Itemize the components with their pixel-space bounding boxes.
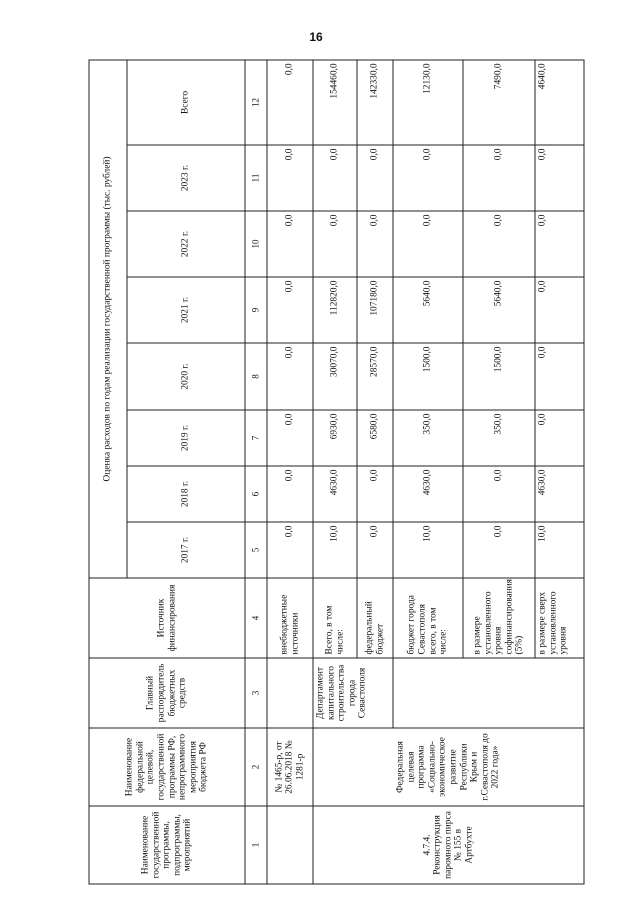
cell-value: 30070,0 <box>313 343 357 410</box>
table-row-total <box>313 59 357 883</box>
cell-value: 0,0 <box>357 466 393 522</box>
cell-value: 0,0 <box>267 343 313 410</box>
cell-source: Всего, в том числе: <box>313 578 357 658</box>
header-col3: Главный распорядитель бюджетных средств <box>89 658 245 728</box>
cell-value: 0,0 <box>463 522 535 578</box>
cell-empty <box>393 658 584 728</box>
header-year: 2017 г. <box>127 522 245 578</box>
cell-value: 350,0 <box>393 410 463 466</box>
cell-value: 0,0 <box>267 59 313 144</box>
cell-value: 6930,0 <box>313 410 357 466</box>
cell-value: 0,0 <box>267 466 313 522</box>
column-number: 12 <box>245 59 267 144</box>
header-year: 2020 г. <box>127 343 245 410</box>
cell-value: 1500,0 <box>463 343 535 410</box>
cell-value: 0,0 <box>463 211 535 277</box>
column-number: 6 <box>245 466 267 522</box>
cell-value: 0,0 <box>267 145 313 211</box>
cell-value: 0,0 <box>357 145 393 211</box>
column-number: 3 <box>245 658 267 728</box>
cell-value: 0,0 <box>463 145 535 211</box>
header-total: Всего <box>127 59 245 144</box>
cell-value: 350,0 <box>463 410 535 466</box>
cell-value: 4630,0 <box>393 466 463 522</box>
cell-value: 4640,0 <box>535 59 584 144</box>
cell-value: 0,0 <box>267 211 313 277</box>
budget-table-rotated <box>88 60 583 884</box>
cell-value: 4630,0 <box>313 466 357 522</box>
cell-value: 0,0 <box>357 522 393 578</box>
cell-source: в размере сверх установленного уровня <box>535 578 584 658</box>
column-number: 11 <box>245 145 267 211</box>
cell-value: 28570,0 <box>357 343 393 410</box>
cell-value: 0,0 <box>535 211 584 277</box>
cell-value: 0,0 <box>535 277 584 343</box>
header-year: 2022 г. <box>127 211 245 277</box>
cell-value: 7490,0 <box>463 59 535 144</box>
cell-value: 154460,0 <box>313 59 357 144</box>
table-row-offbudget <box>267 59 313 883</box>
cell-value: 0,0 <box>313 211 357 277</box>
header-col2: Наименование федеральной целевой, государственной программы РФ, непрограммного мероприятия бюджета РФ <box>89 728 245 806</box>
cell-value: 112820,0 <box>313 277 357 343</box>
cell-source: бюджет города Севастополя всего, в том числе: <box>393 578 463 658</box>
cell-value: 5640,0 <box>463 277 535 343</box>
header-year: 2023 г. <box>127 145 245 211</box>
cell-program-ref: № 1465-р, от 26.06.2018 № 1281-р <box>267 728 313 806</box>
page-number: 16 <box>309 30 323 44</box>
cell-empty <box>267 658 313 728</box>
column-number: 1 <box>245 806 267 884</box>
column-number: 9 <box>245 277 267 343</box>
header-col1: Наименование государственной программы, подпрограммы, мероприятий <box>89 806 245 884</box>
header-year: 2021 г. <box>127 277 245 343</box>
column-number: 8 <box>245 343 267 410</box>
cell-value: 0,0 <box>267 410 313 466</box>
column-number: 4 <box>245 578 267 658</box>
cell-value: 0,0 <box>267 522 313 578</box>
cell-value: 0,0 <box>393 145 463 211</box>
cell-value: 5640,0 <box>393 277 463 343</box>
cell-value: 10,0 <box>393 522 463 578</box>
column-number: 5 <box>245 522 267 578</box>
header-year: 2019 г. <box>127 410 245 466</box>
header-group: Оценка расходов по годам реализации государственной программы (тыс. рублей) <box>89 59 127 577</box>
cell-value: 142330,0 <box>357 59 393 144</box>
header-col4: Источник финансирования <box>89 578 245 658</box>
cell-value: 12130,0 <box>393 59 463 144</box>
cell-value: 0,0 <box>267 277 313 343</box>
cell-value: 0,0 <box>535 343 584 410</box>
cell-source: в размере установленного уровня софинансирования (5%) <box>463 578 535 658</box>
cell-value: 0,0 <box>357 211 393 277</box>
column-number: 10 <box>245 211 267 277</box>
cell-value: 0,0 <box>313 145 357 211</box>
cell-admin: Департамент капитального строительства города Севастополя <box>313 658 393 728</box>
cell-value: 4630,0 <box>535 466 584 522</box>
column-number: 2 <box>245 728 267 806</box>
header-year: 2018 г. <box>127 466 245 522</box>
cell-source: федеральный бюджет <box>357 578 393 658</box>
cell-value: 6580,0 <box>357 410 393 466</box>
budget-table <box>88 59 584 884</box>
cell-value: 107180,0 <box>357 277 393 343</box>
cell-value: 0,0 <box>393 211 463 277</box>
cell-measure-name: 4.7.4. Реконструкция паромного пирса № 155 в Артбухте <box>313 806 584 884</box>
cell-value: 0,0 <box>463 466 535 522</box>
cell-value: 1500,0 <box>393 343 463 410</box>
cell-source: внебюджетные источники <box>267 578 313 658</box>
header-row-group <box>89 59 127 883</box>
column-number-row <box>245 59 267 883</box>
cell-program: Федеральная целевая программа «Социально-экономическое развитие Республики Крым и г.Севастополя до 2022 года» <box>313 728 584 806</box>
column-number: 7 <box>245 410 267 466</box>
cell-value: 10,0 <box>535 522 584 578</box>
cell-value: 0,0 <box>535 145 584 211</box>
cell-value: 10,0 <box>313 522 357 578</box>
cell-value: 0,0 <box>535 410 584 466</box>
cell-empty <box>267 806 313 884</box>
